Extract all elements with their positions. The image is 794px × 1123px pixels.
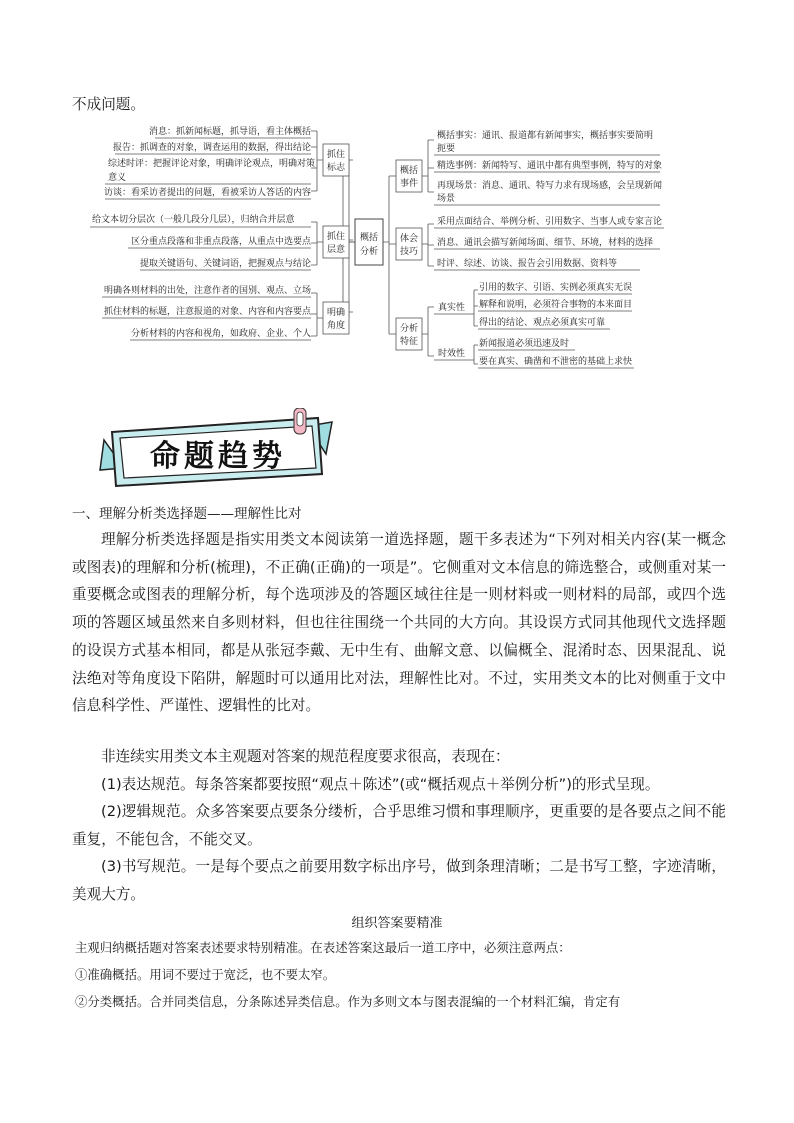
mindmap-layer-item-1: 给文本切分层次（一般几段分几层），归纳合并层意 bbox=[92, 215, 295, 225]
mindmap-summary-item-2: 精选事例：新闻特写、通讯中都有典型事例，特写的对象 bbox=[437, 161, 663, 171]
mindmap-summary-title-1: 概括 bbox=[399, 166, 419, 176]
mindmap-time-item-1: 新闻报道必须迅速及时 bbox=[479, 339, 570, 349]
mindmap-skill-item-3: 时评、综述、访谈、报告会引用数据、资料等 bbox=[437, 259, 618, 269]
note-line-1: 主观归纳概括题对答案表述要求特别精准。在表述答案这最后一道工序中，必须注意两点： bbox=[75, 940, 571, 955]
mindmap-truth-item-1: 引用的数字、引语、实例必须真实无误 bbox=[479, 283, 633, 293]
mindmap-grasp-item-4: 访谈：看采访者提出的问题，看被采访人答话的内容 bbox=[103, 188, 311, 198]
mindmap-angle-title-2: 角度 bbox=[326, 321, 346, 331]
mindmap-layer-branch bbox=[311, 222, 323, 265]
top-fragment: 不成问题。 bbox=[72, 96, 145, 113]
mindmap-left-spine bbox=[349, 160, 355, 318]
mindmap-skill-title-2: 技巧 bbox=[399, 247, 419, 257]
mindmap-angle-item-1: 明确各则材料的出处，注意作者的国别、观点、立场 bbox=[104, 286, 312, 296]
banner-title: 命题趋势 bbox=[150, 439, 286, 474]
mindmap-summary-item-3b: 场景 bbox=[437, 194, 456, 204]
mindmap-skill-branch bbox=[422, 224, 434, 266]
mindmap-skill-item-1: 采用点面结合、举例分析、引用数字、当事人或专家言论 bbox=[437, 217, 663, 227]
mindmap-summary-item-1b: 扼要 bbox=[437, 144, 456, 154]
mindmap-layer-title-1: 抓住 bbox=[326, 232, 346, 242]
mindmap-layer-item-2: 区分重点段落和非重点段落，从重点中选要点 bbox=[130, 237, 311, 247]
clip-icon bbox=[294, 408, 306, 434]
mindmap-angle-title-1: 明确 bbox=[326, 308, 346, 318]
mindmap-layer-title-2: 层意 bbox=[326, 245, 346, 255]
section-banner bbox=[98, 408, 334, 490]
note-title: 组织答案要精准 bbox=[351, 916, 443, 931]
section1-paragraph: 理解分析类选择题是指实用类文本阅读第一道选择题，题干多表述为“下列对相关内容(某一概念或图表)的理解和分析(梳理)，不正确(正确)的一项是”。它侧重对文本信息的筛选整合，或侧重对某一重要概念或图表的理解分析，每个选项涉及的答题区域往往是一则材料或一则材料的局部，或四个选项的答题区域虽然来自多则材料，但也往往围绕一个共同的大方向。其设误方式同其他现代文选择题的设误方式基本相同，都是从张冠李戴、无中生有、曲解文意、以偏概全、混淆时态、因果混乱、说法绝对等角度设下陷阱，解题时可以通用比对法，理解性比对。不过，实用类文本的比对侧重于文中信息科学性、严谨性、逻辑性的比对。 bbox=[72, 531, 726, 715]
mindmap-time-label: 时效性 bbox=[438, 349, 466, 359]
mindmap-feature-title-1: 分析 bbox=[399, 324, 419, 334]
note-line-2: ①准确概括。用词不要过于宽泛，也不要太窄。 bbox=[75, 967, 336, 982]
mindmap-skill-item-2: 消息、通讯会描写新闻场面、细节、环境，材料的选择 bbox=[437, 238, 654, 248]
mindmap-feature-branch bbox=[422, 307, 434, 356]
mindmap-summary-item-1a: 概括事实：通讯、报道都有新闻事实，概括事实要简明 bbox=[437, 131, 654, 141]
section1-heading: 一、理解分析类选择题——理解性比对 bbox=[72, 506, 302, 522]
mindmap-grasp-item-3b: 意义 bbox=[108, 173, 127, 183]
mind-map bbox=[0, 0, 794, 400]
mindmap-grasp-title-2: 标志 bbox=[326, 163, 346, 173]
section2-item-3: (3)书写规范。一是每个要点之前要用数字标出序号，做到条理清晰；二是书写工整，字迹清晰，美观大方。 bbox=[72, 858, 726, 903]
mindmap-layer-item-3: 提取关键语句、关键词语，把握观点与结论 bbox=[139, 259, 311, 269]
mindmap-skill-title-1: 体会 bbox=[399, 234, 419, 244]
mindmap-time-item-2: 要在真实、确凿和不泄密的基础上求快 bbox=[479, 357, 633, 367]
section2-item-1: (1)表达规范。每条答案都要按照“观点＋陈述”(或“概括观点＋举例分析”)的形式呈现。 bbox=[101, 776, 660, 793]
mindmap-summary-item-3a: 再现场景：消息、通讯、特写力求有现场感，会呈现新闻 bbox=[437, 181, 663, 191]
mindmap-summary-title-2: 事件 bbox=[399, 179, 419, 189]
section2-item-2: (2)逻辑规范。众多答案要点要条分缕析，合乎思维习惯和事理顺序，更重要的是各要点之间不能重复，不能包含，不能交叉。 bbox=[72, 803, 726, 848]
mindmap-right-spine bbox=[383, 176, 396, 334]
mindmap-center-line1: 概括 bbox=[359, 233, 379, 243]
mindmap-grasp-item-1: 消息：抓新闻标题，抓导语，看主体概括 bbox=[148, 127, 311, 137]
mindmap-angle-branch bbox=[311, 293, 323, 336]
mindmap-grasp-title-1: 抓住 bbox=[326, 150, 346, 160]
mindmap-truth-label: 真实性 bbox=[438, 303, 466, 313]
mindmap-grasp-item-2: 报告：抓调查的对象，调查运用的数据，得出结论 bbox=[112, 143, 311, 153]
mindmap-grasp-item-3a: 综述时评：把握评论对象，明确评论观点，明确对策 bbox=[108, 159, 316, 169]
mindmap-angle-item-3: 分析材料的内容和视角，如政府、企业、个人 bbox=[130, 329, 311, 339]
mindmap-truth-item-3: 得出的结论、观点必须真实可靠 bbox=[479, 318, 606, 328]
mindmap-summary-branch bbox=[422, 140, 434, 192]
mindmap-center-line2: 分析 bbox=[359, 247, 379, 257]
mindmap-truth-item-2: 解释和说明，必须符合事物的本来面目 bbox=[479, 300, 633, 310]
section2-intro: 非连续实用类文本主观题对答案的规范程度要求很高，表现在： bbox=[101, 748, 510, 765]
mindmap-angle-item-2: 抓住材料的标题，注意报道的对象、内容和内容要点 bbox=[104, 307, 312, 317]
mindmap-feature-title-2: 特征 bbox=[399, 337, 419, 347]
note-line-3: ②分类概括。合并同类信息，分条陈述异类信息。作为多则文本与图表混编的一个材料汇编，肯定有 bbox=[75, 994, 621, 1009]
